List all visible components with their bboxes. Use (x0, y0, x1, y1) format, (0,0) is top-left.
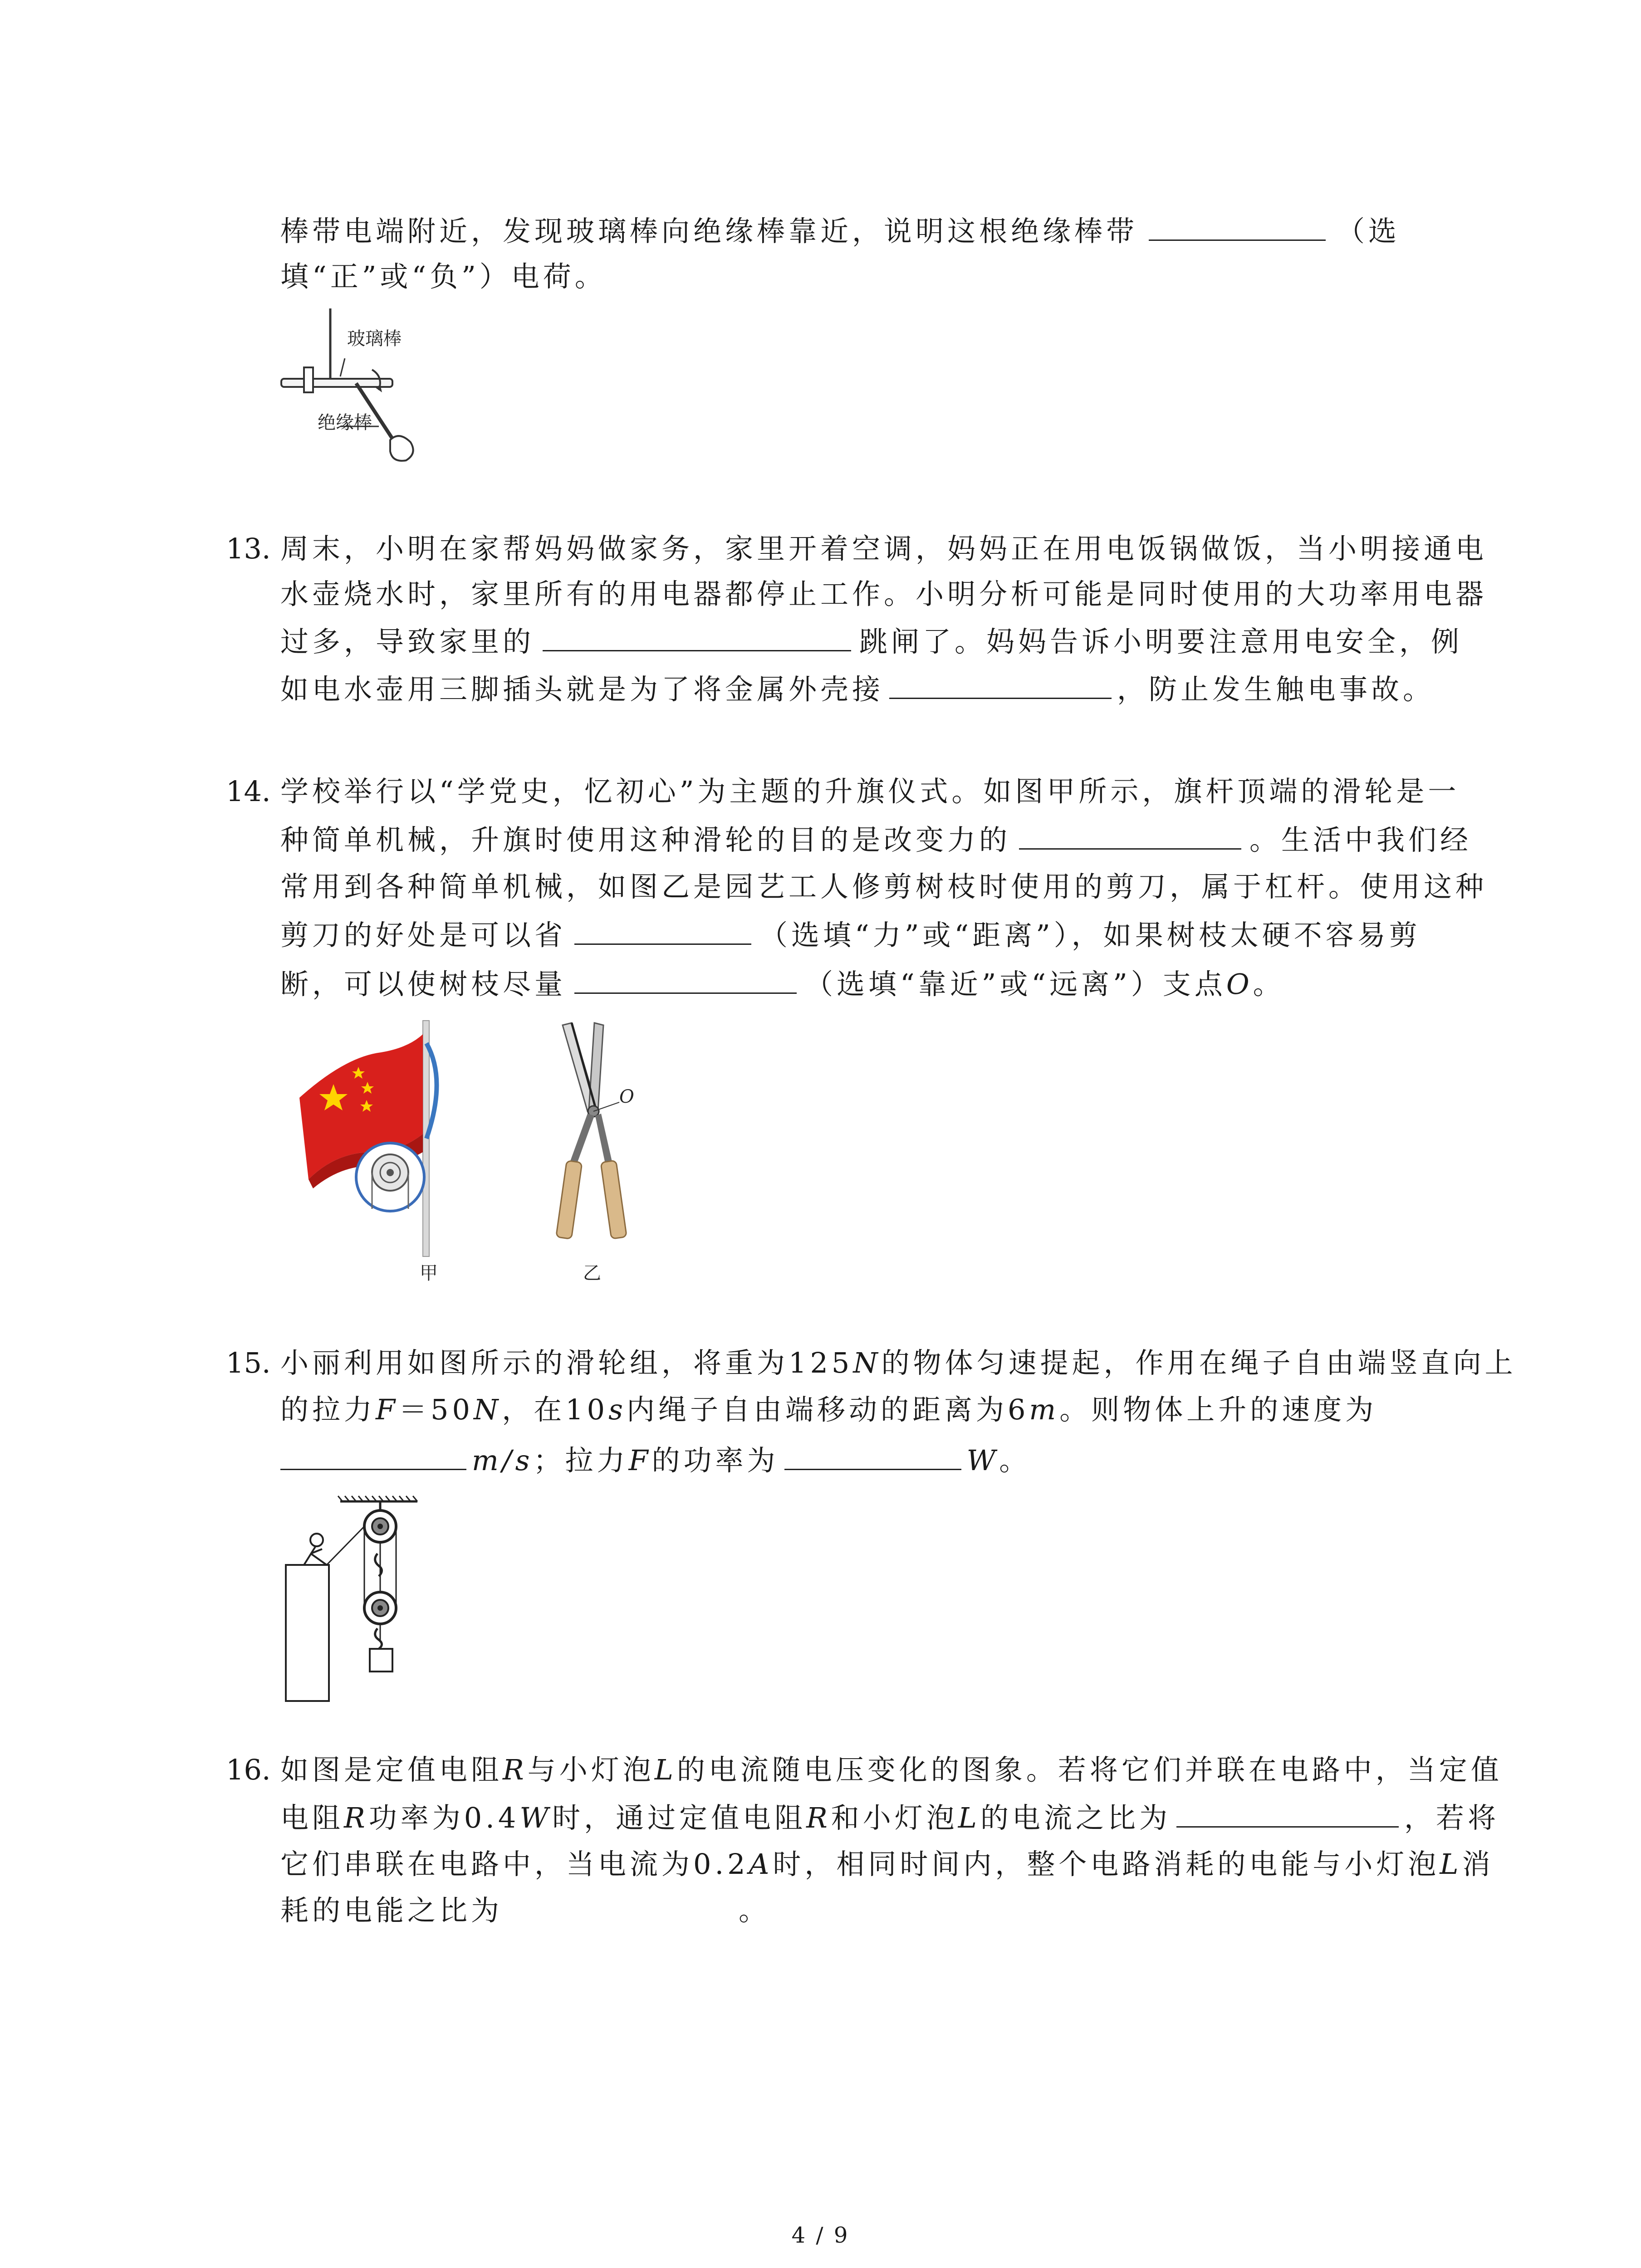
q16-text: ，若将 (1404, 1801, 1499, 1834)
q15-line-2 (280, 1392, 1377, 1428)
q15-text: ；拉力 (533, 1444, 629, 1477)
q15-text: 的功率为 (652, 1444, 779, 1477)
q16-text: 的电流随电压变化的图象。若将它们并联在电路中，当定值 (676, 1753, 1503, 1786)
q15-force-value: ＝50 (399, 1393, 474, 1426)
q13-text: ，防止发生触电事故。 (1117, 673, 1435, 706)
shear-handle-left (556, 1160, 582, 1239)
q15-weight-value: 125 (789, 1346, 853, 1379)
q16-text: 的电流之比为 (980, 1801, 1171, 1834)
pruning-shears-figure (544, 1016, 662, 1252)
resistor-symbol: R (344, 1801, 369, 1834)
q15-distance-value: 6 (1007, 1393, 1029, 1426)
shear-blade-right (589, 1023, 603, 1111)
resistor-symbol: R (503, 1753, 528, 1786)
glass-rod-label: 玻璃棒 (347, 328, 402, 349)
pulley-system-figure (277, 1492, 426, 1706)
q13-line-2: 水壶烧水时，家里所有的用电器都停止工作。小明分析可能是同时使用的大功率用电器 (280, 577, 1488, 611)
q15-time-value: 10 (565, 1393, 609, 1426)
q14-line-5 (280, 966, 1285, 1002)
q12-answer-blank[interactable] (1149, 215, 1326, 241)
q15-text: 的物体匀速提起，作用在绳子自由端竖直向上 (881, 1346, 1517, 1379)
q16-text: 电阻 (280, 1801, 344, 1834)
person-figure (304, 1547, 327, 1565)
q14-text: 种简单机械，升旗时使用这种滑轮的目的是改变力的 (280, 823, 1011, 856)
q16-text: 和小灯泡 (831, 1801, 958, 1834)
unit-second: s (608, 1393, 627, 1426)
unit-velocity: m/s (472, 1444, 534, 1477)
q16-number: 16. (226, 1753, 271, 1786)
q15-line-1 (280, 1345, 1517, 1381)
q15-text: 小丽利用如图所示的滑轮组，将重为 (280, 1346, 789, 1379)
q16-text: 耗的电能之比为 (280, 1894, 503, 1927)
unit-meter: m (1029, 1393, 1060, 1426)
q12-text: （选 (1337, 215, 1401, 248)
force-symbol: F (628, 1444, 652, 1477)
q16-text: 与小灯泡 (527, 1753, 655, 1786)
q16-current-value: 0.2 (693, 1848, 749, 1881)
weight-block (370, 1649, 392, 1672)
q16-text: 它们串联在电路中，当电流为 (280, 1848, 694, 1881)
unit-newton: N (853, 1346, 882, 1379)
q14-line-2 (280, 822, 1472, 858)
q13-answer-blank-1[interactable] (543, 626, 851, 651)
q16-text: 如图是定值电阻 (280, 1753, 503, 1786)
q15-text: ，在 (502, 1393, 566, 1426)
q16-answer-blank-1[interactable] (1176, 1802, 1399, 1828)
q14-text: 。生活中我们经 (1249, 823, 1472, 856)
q14-line-3: 常用到各种简单机械，如图乙是园艺工人修剪树枝时使用的剪刀，属于杠杆。使用这种 (280, 870, 1488, 903)
q16-line-2 (280, 1800, 1499, 1836)
q15-line-3 (280, 1442, 1031, 1479)
force-symbol: F (376, 1393, 399, 1426)
q13-line-4 (280, 671, 1435, 708)
q13-text: 如电水壶用三脚插头就是为了将金属外壳接 (280, 673, 884, 706)
q14-text: 剪刀的好处是可以省 (280, 919, 567, 952)
q13-line-3 (280, 624, 1463, 660)
figure-yi-label: 乙 (583, 1263, 601, 1284)
q14-text: 。 (1253, 968, 1285, 1001)
resistor-symbol: R (806, 1801, 831, 1834)
q14-answer-blank-3[interactable] (574, 968, 797, 994)
unit-newton: N (473, 1393, 502, 1426)
q14-text: （选填“力”或“距离”），如果树枝太硬不容易剪 (759, 919, 1421, 952)
glass-rod (281, 379, 392, 387)
unit-ampere: A (749, 1848, 773, 1881)
q16-line-1 (280, 1752, 1503, 1788)
q15-text: 内绳子自由端移动的距离为 (626, 1393, 1008, 1426)
figure-jia-label: 甲 (420, 1263, 438, 1284)
q13-text: 跳闸了。妈妈告诉小明要注意用电安全，例 (859, 625, 1463, 658)
q14-text: （选填“靠近”或“远离”）支点 (805, 968, 1226, 1001)
shear-handle-right (601, 1160, 627, 1239)
platform-pillar (286, 1565, 329, 1701)
q13-line-1: 周末，小明在家帮妈妈做家务，家里开着空调，妈妈正在用电饭锅做饭，当小明接通电 (280, 532, 1488, 565)
q12-text: 棒带电端附近，发现玻璃棒向绝缘棒靠近，说明这根绝缘棒带 (280, 215, 1138, 248)
lamp-symbol: L (958, 1801, 980, 1834)
pivot-o-label: O (619, 1086, 634, 1107)
unit-watt: W (519, 1801, 553, 1834)
q14-line-1: 学校举行以“学党史，忆初心”为主题的升旗仪式。如图甲所示，旗杆顶端的滑轮是一 (280, 775, 1460, 808)
q14-text: 断，可以使树枝尽量 (280, 968, 567, 1001)
person-head (310, 1534, 323, 1546)
pivot-symbol: O (1226, 968, 1253, 1001)
q14-number: 14. (226, 775, 271, 808)
q12-line-1 (280, 213, 1400, 249)
flag-pulley-figure (290, 1016, 454, 1261)
q15-answer-blank-2[interactable] (784, 1444, 961, 1470)
q15-text: 。 (999, 1444, 1031, 1477)
q15-text: 的拉力 (280, 1393, 376, 1426)
q16-text: 消 (1462, 1848, 1494, 1881)
q16-text: 时，通过定值电阻 (552, 1801, 807, 1834)
q15-number: 15. (226, 1346, 271, 1379)
q13-text: 过多，导致家里的 (280, 625, 535, 658)
q12-line-2: 填“正”或“负”）电荷。 (280, 260, 607, 293)
q14-line-4 (280, 917, 1421, 953)
q16-line-3 (280, 1846, 1494, 1882)
insulating-rod-label: 绝缘棒 (318, 412, 372, 433)
q16-text: 功率为 (368, 1801, 464, 1834)
lamp-symbol: L (654, 1753, 677, 1786)
q15-answer-blank-1[interactable] (280, 1444, 466, 1470)
q16-text: 时，相同时间内，整个电路消耗的电能与小灯泡 (773, 1848, 1440, 1881)
unit-watt: W (966, 1444, 999, 1477)
q14-answer-blank-1[interactable] (1019, 824, 1241, 850)
page-number: 4 / 9 (791, 2223, 850, 2248)
q14-answer-blank-2[interactable] (574, 919, 751, 945)
q13-number: 13. (226, 532, 271, 565)
q16-power-value: 0.4 (464, 1801, 520, 1834)
rod-clamp (304, 367, 313, 392)
q16-text: 。 (739, 1894, 771, 1927)
lamp-symbol: L (1440, 1848, 1462, 1881)
q15-text: 。则物体上升的速度为 (1059, 1393, 1377, 1426)
q16-line-4 (280, 1892, 770, 1929)
q13-answer-blank-2[interactable] (889, 673, 1112, 699)
hand-shape (390, 436, 413, 461)
